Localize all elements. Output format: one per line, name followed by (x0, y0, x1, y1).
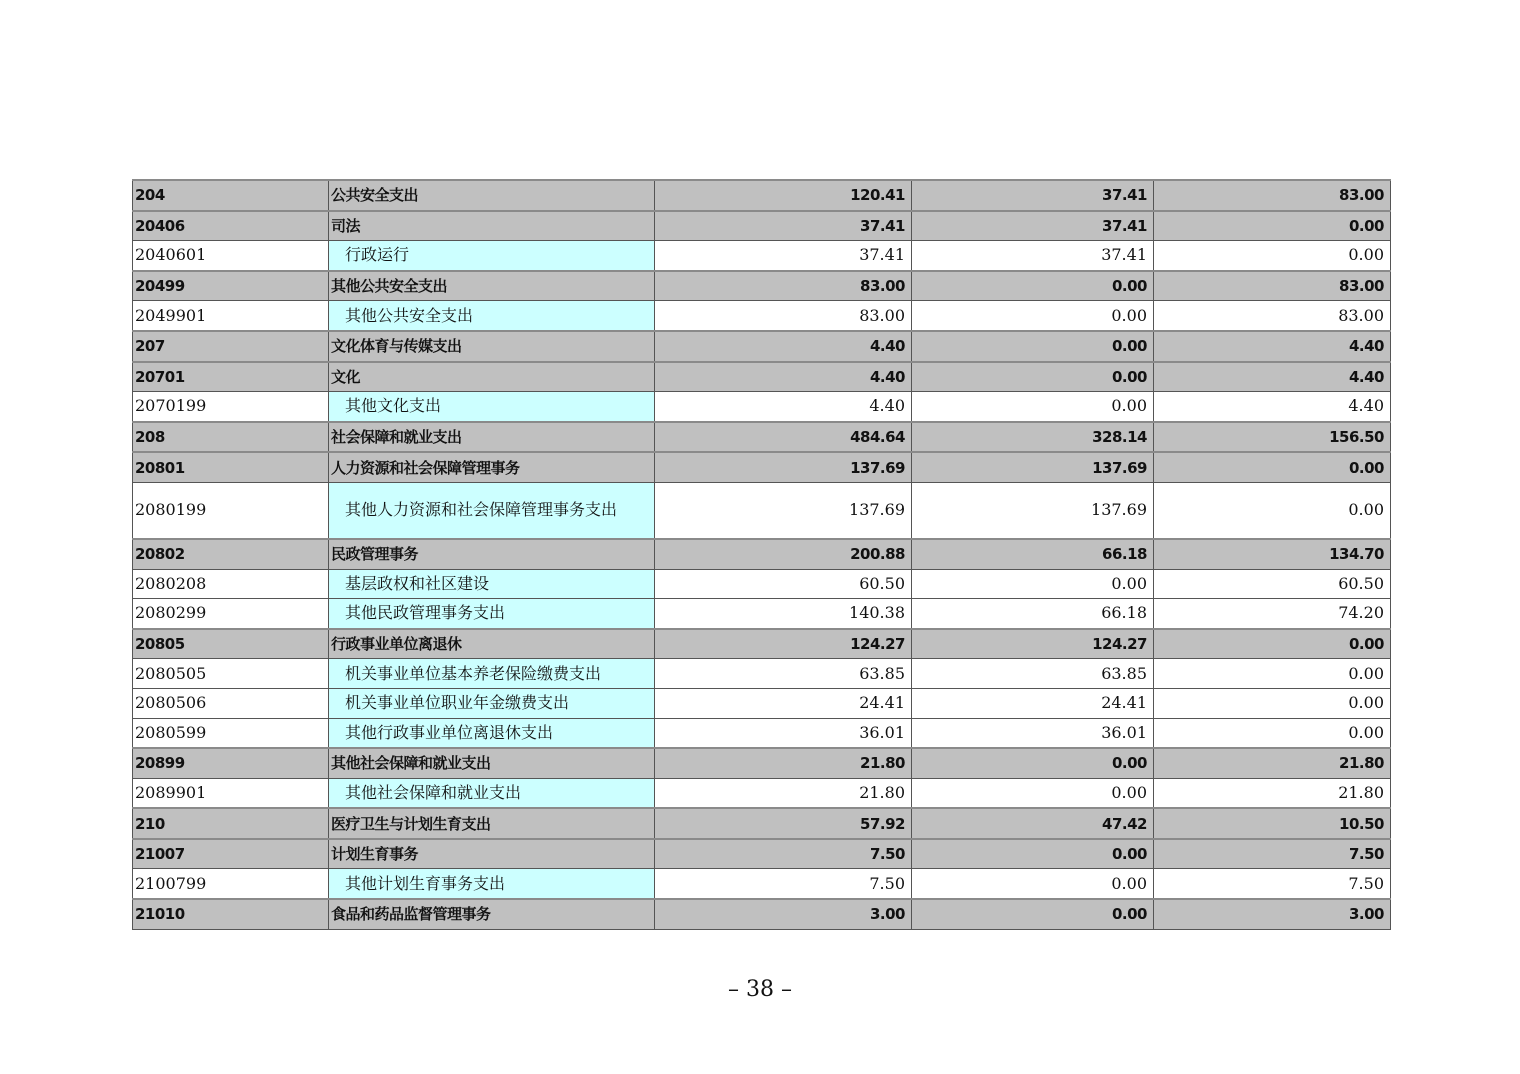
basic-cell: 0.00 (912, 899, 1154, 929)
basic-cell: 0.00 (912, 569, 1154, 599)
total-cell: 7.50 (655, 869, 912, 899)
code-cell: 20701 (133, 362, 329, 392)
basic-cell: 66.18 (912, 599, 1154, 629)
code-cell: 2100799 (133, 869, 329, 899)
basic-cell: 137.69 (912, 452, 1154, 482)
table-row (133, 180, 1391, 211)
basic-cell: 37.41 (912, 211, 1154, 241)
total-cell: 137.69 (655, 452, 912, 482)
total-cell: 60.50 (655, 569, 912, 599)
table-row (133, 241, 1391, 271)
project-cell: 0.00 (1154, 629, 1391, 659)
basic-cell: 328.14 (912, 422, 1154, 453)
total-cell: 21.80 (655, 778, 912, 808)
table-row (133, 688, 1391, 718)
code-cell: 208 (133, 422, 329, 453)
code-cell: 2080199 (133, 482, 329, 539)
code-cell: 20805 (133, 629, 329, 659)
project-cell: 0.00 (1154, 241, 1391, 271)
total-cell: 24.41 (655, 688, 912, 718)
name-cell: 人力资源和社会保障管理事务 (329, 452, 655, 482)
project-cell: 83.00 (1154, 271, 1391, 301)
name-cell: 公共安全支出 (329, 180, 655, 211)
name-cell: 其他行政事业单位离退休支出 (329, 718, 655, 748)
total-cell: 4.40 (655, 362, 912, 392)
total-cell: 4.40 (655, 392, 912, 422)
project-cell: 4.40 (1154, 392, 1391, 422)
code-cell: 2080506 (133, 688, 329, 718)
project-cell: 3.00 (1154, 899, 1391, 929)
table-row (133, 718, 1391, 748)
table-row (133, 569, 1391, 599)
project-cell: 0.00 (1154, 659, 1391, 689)
table-row (133, 331, 1391, 362)
project-cell: 7.50 (1154, 839, 1391, 869)
project-cell: 4.40 (1154, 362, 1391, 392)
table-row (133, 271, 1391, 301)
table-row (133, 482, 1391, 539)
total-cell: 140.38 (655, 599, 912, 629)
code-cell: 210 (133, 808, 329, 839)
basic-cell: 36.01 (912, 718, 1154, 748)
total-cell: 200.88 (655, 539, 912, 569)
table-row (133, 392, 1391, 422)
basic-cell: 0.00 (912, 839, 1154, 869)
table-row (133, 778, 1391, 808)
total-cell: 21.80 (655, 748, 912, 778)
basic-cell: 0.00 (912, 748, 1154, 778)
basic-cell: 137.69 (912, 482, 1154, 539)
code-cell: 2080208 (133, 569, 329, 599)
name-cell: 其他公共安全支出 (329, 271, 655, 301)
name-cell: 其他社会保障和就业支出 (329, 778, 655, 808)
basic-cell: 63.85 (912, 659, 1154, 689)
basic-cell: 37.41 (912, 241, 1154, 271)
project-cell: 134.70 (1154, 539, 1391, 569)
code-cell: 2049901 (133, 301, 329, 331)
name-cell: 计划生育事务 (329, 839, 655, 869)
name-cell: 其他民政管理事务支出 (329, 599, 655, 629)
code-cell: 2080599 (133, 718, 329, 748)
project-cell: 0.00 (1154, 688, 1391, 718)
table-body (133, 180, 1391, 929)
name-cell: 文化 (329, 362, 655, 392)
total-cell: 3.00 (655, 899, 912, 929)
project-cell: 21.80 (1154, 778, 1391, 808)
code-cell: 2070199 (133, 392, 329, 422)
basic-cell: 124.27 (912, 629, 1154, 659)
basic-cell: 0.00 (912, 362, 1154, 392)
basic-cell: 47.42 (912, 808, 1154, 839)
total-cell: 57.92 (655, 808, 912, 839)
total-cell: 63.85 (655, 659, 912, 689)
code-cell: 2040601 (133, 241, 329, 271)
code-cell: 20802 (133, 539, 329, 569)
code-cell: 20801 (133, 452, 329, 482)
name-cell: 基层政权和社区建设 (329, 569, 655, 599)
name-cell: 食品和药品监督管理事务 (329, 899, 655, 929)
code-cell: 2080299 (133, 599, 329, 629)
name-cell: 其他人力资源和社会保障管理事务支出 (329, 482, 655, 539)
table-row (133, 362, 1391, 392)
page-number: – 38 – (728, 977, 792, 1002)
table-row (133, 869, 1391, 899)
basic-cell: 0.00 (912, 331, 1154, 362)
total-cell: 36.01 (655, 718, 912, 748)
project-cell: 21.80 (1154, 748, 1391, 778)
basic-cell: 0.00 (912, 301, 1154, 331)
table-row (133, 839, 1391, 869)
name-cell: 行政运行 (329, 241, 655, 271)
total-cell: 124.27 (655, 629, 912, 659)
table-row (133, 748, 1391, 778)
name-cell: 社会保障和就业支出 (329, 422, 655, 453)
code-cell: 20899 (133, 748, 329, 778)
total-cell: 37.41 (655, 241, 912, 271)
project-cell: 10.50 (1154, 808, 1391, 839)
name-cell: 机关事业单位基本养老保险缴费支出 (329, 659, 655, 689)
name-cell: 其他社会保障和就业支出 (329, 748, 655, 778)
project-cell: 60.50 (1154, 569, 1391, 599)
name-cell: 机关事业单位职业年金缴费支出 (329, 688, 655, 718)
code-cell: 207 (133, 331, 329, 362)
basic-cell: 0.00 (912, 778, 1154, 808)
basic-cell: 37.41 (912, 180, 1154, 211)
total-cell: 7.50 (655, 839, 912, 869)
basic-cell: 0.00 (912, 869, 1154, 899)
project-cell: 83.00 (1154, 180, 1391, 211)
name-cell: 其他计划生育事务支出 (329, 869, 655, 899)
name-cell: 行政事业单位离退休 (329, 629, 655, 659)
total-cell: 4.40 (655, 331, 912, 362)
project-cell: 0.00 (1154, 452, 1391, 482)
code-cell: 20499 (133, 271, 329, 301)
basic-cell: 24.41 (912, 688, 1154, 718)
project-cell: 83.00 (1154, 301, 1391, 331)
table-row (133, 211, 1391, 241)
total-cell: 120.41 (655, 180, 912, 211)
code-cell: 2089901 (133, 778, 329, 808)
name-cell: 文化体育与传媒支出 (329, 331, 655, 362)
project-cell: 7.50 (1154, 869, 1391, 899)
basic-cell: 0.00 (912, 271, 1154, 301)
budget-table (132, 179, 1391, 930)
table-row (133, 899, 1391, 929)
total-cell: 37.41 (655, 211, 912, 241)
table-row (133, 629, 1391, 659)
code-cell: 2080505 (133, 659, 329, 689)
table-row (133, 599, 1391, 629)
basic-cell: 66.18 (912, 539, 1154, 569)
table-row (133, 808, 1391, 839)
table-row (133, 422, 1391, 453)
table-row (133, 659, 1391, 689)
code-cell: 21007 (133, 839, 329, 869)
project-cell: 74.20 (1154, 599, 1391, 629)
code-cell: 21010 (133, 899, 329, 929)
code-cell: 20406 (133, 211, 329, 241)
name-cell: 其他公共安全支出 (329, 301, 655, 331)
basic-cell: 0.00 (912, 392, 1154, 422)
project-cell: 0.00 (1154, 211, 1391, 241)
table-row (133, 539, 1391, 569)
total-cell: 137.69 (655, 482, 912, 539)
name-cell: 民政管理事务 (329, 539, 655, 569)
name-cell: 医疗卫生与计划生育支出 (329, 808, 655, 839)
name-cell: 司法 (329, 211, 655, 241)
table-row (133, 452, 1391, 482)
total-cell: 83.00 (655, 271, 912, 301)
project-cell: 0.00 (1154, 482, 1391, 539)
total-cell: 484.64 (655, 422, 912, 453)
name-cell: 其他文化支出 (329, 392, 655, 422)
project-cell: 0.00 (1154, 718, 1391, 748)
total-cell: 83.00 (655, 301, 912, 331)
table-row (133, 301, 1391, 331)
code-cell: 204 (133, 180, 329, 211)
project-cell: 156.50 (1154, 422, 1391, 453)
project-cell: 4.40 (1154, 331, 1391, 362)
